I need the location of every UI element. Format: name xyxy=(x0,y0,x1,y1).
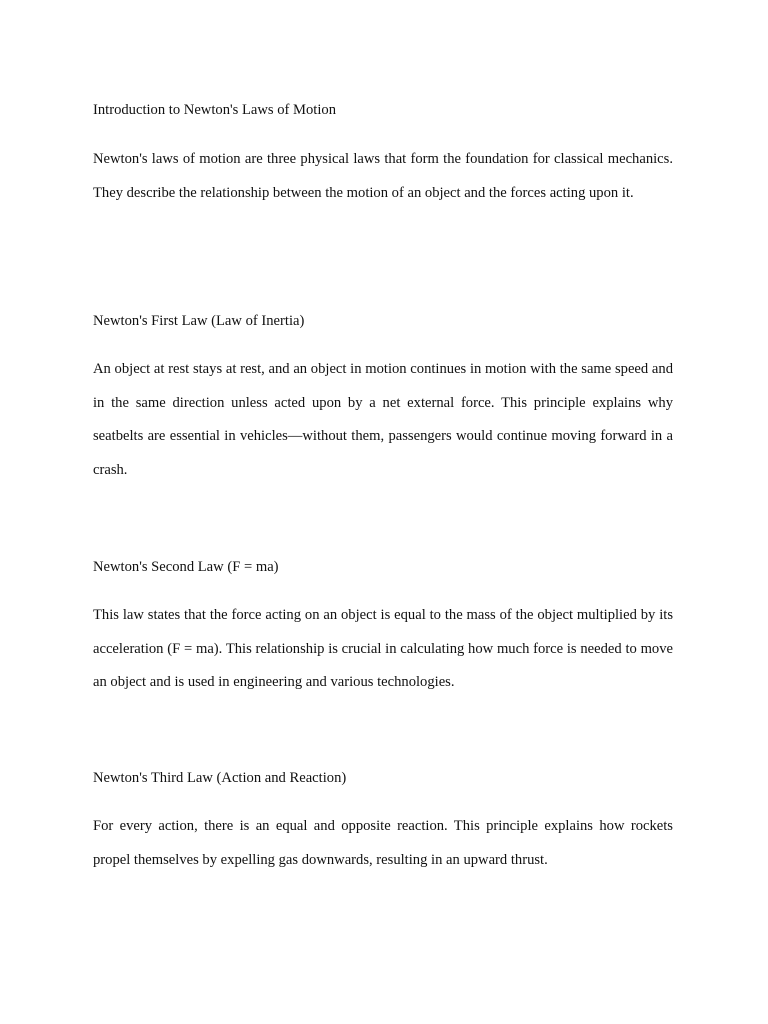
second-law-heading: Newton's Second Law (F = ma) xyxy=(93,559,279,575)
first-law-heading: Newton's First Law (Law of Inertia) xyxy=(93,313,305,329)
second-law-paragraph: This law states that the force acting on an object is equal to the mass of the object multiplied by its acceleration (F = ma). This relationship is crucial in calculating how much force is needed to move an object and is used in engineering and various technologies. xyxy=(93,607,673,690)
intro-heading: Introduction to Newton's Laws of Motion xyxy=(93,102,336,118)
intro-paragraph: Newton's laws of motion are three physical laws that form the foundation for classical mechanics. They describe the relationship between the motion of an object and the forces acting upon it. xyxy=(93,151,673,201)
third-law-heading: Newton's Third Law (Action and Reaction) xyxy=(93,770,347,786)
first-law-paragraph: An object at rest stays at rest, and an object in motion continues in motion with the same speed and in the same direction unless acted upon by a net external force. This principle explains why seatbelts are essential in vehicles—without them, passengers would continue moving forward in a crash. xyxy=(93,361,673,478)
third-law-paragraph: For every action, there is an equal and opposite reaction. This principle explains how rockets propel themselves by expelling gas downwards, resulting in an upward thrust. xyxy=(93,818,673,868)
